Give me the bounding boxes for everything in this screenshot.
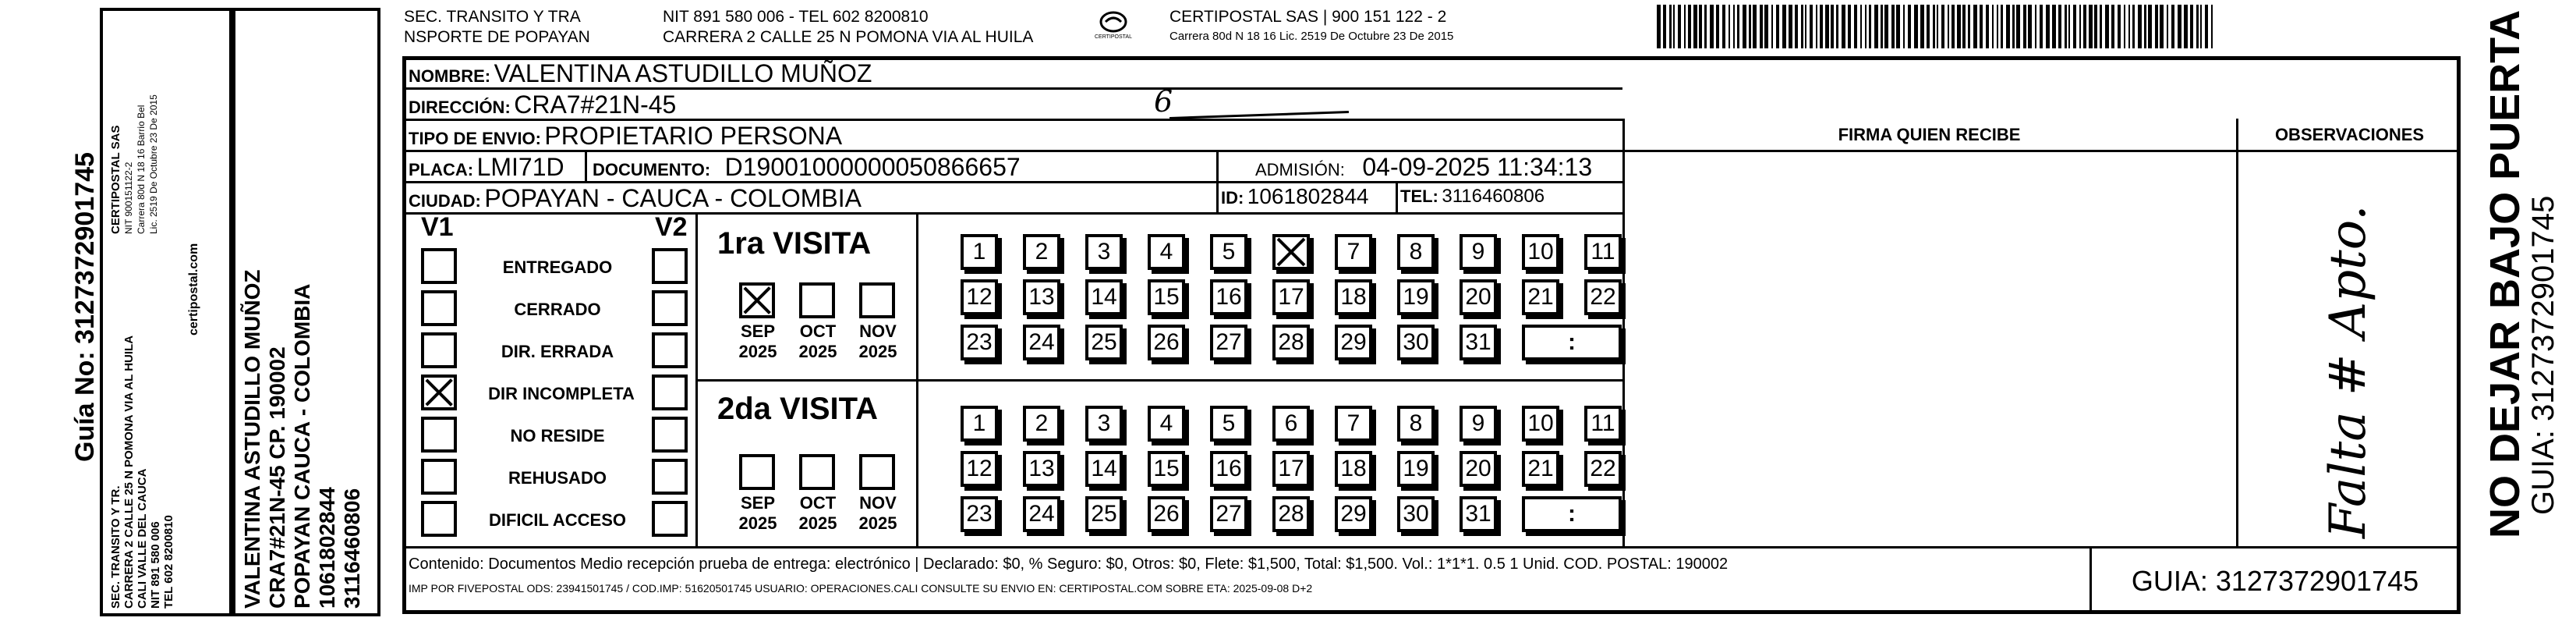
observaciones-label: OBSERVACIONES xyxy=(2274,125,2425,144)
barcode-bar xyxy=(2190,5,2193,48)
option-label: DIFICIL ACCESO xyxy=(488,510,626,530)
nombre-label: NOMBRE: xyxy=(409,66,491,86)
second-visit-day-6[interactable]: 6 xyxy=(1272,406,1310,442)
second-visit-day-12[interactable]: 12 xyxy=(961,451,998,487)
first-visit-day-8[interactable]: 8 xyxy=(1397,234,1435,270)
second-visit-day-28[interactable]: 28 xyxy=(1272,496,1310,532)
barcode-bar xyxy=(1903,5,1905,48)
barcode-bar xyxy=(1908,5,1911,48)
barcode-bar xyxy=(1678,5,1681,48)
recipient-line: 3116460806 xyxy=(340,488,364,609)
placa-value: LMI71D xyxy=(476,153,564,181)
second-visit-day-31[interactable]: 31 xyxy=(1460,496,1497,532)
second-visit-day-23[interactable]: 23 xyxy=(961,496,998,532)
admision-label: ADMISIÓN: xyxy=(1255,160,1345,179)
barcode-bar xyxy=(2058,5,2061,48)
barcode-bar xyxy=(1831,5,1834,48)
barcode-bar xyxy=(2100,5,2102,48)
first-visit-day-30[interactable]: 30 xyxy=(1397,325,1435,360)
barcode-bar xyxy=(1729,5,1730,48)
v2-checkbox-rehusado[interactable] xyxy=(652,459,688,495)
first-visit-day-13[interactable]: 13 xyxy=(1023,279,1060,315)
sender-line: NIT 891 580 006 xyxy=(149,521,162,609)
first-visit-day-26[interactable]: 26 xyxy=(1148,325,1185,360)
barcode-bar xyxy=(1962,5,1966,48)
barcode-bar xyxy=(2148,5,2152,48)
tipo-label: TIPO DE ENVIO: xyxy=(409,129,541,148)
barcode-bar xyxy=(1865,5,1867,48)
first-visit-day-17[interactable]: 17 xyxy=(1272,279,1310,315)
second-visit-day-25[interactable]: 25 xyxy=(1085,496,1123,532)
sender-line: TEL 602 8200810 xyxy=(162,515,175,609)
v2-checkbox-entregado[interactable] xyxy=(652,248,688,284)
barcode-bar xyxy=(2046,5,2050,48)
firma-label: FIRMA QUIEN RECIBE xyxy=(1838,125,2021,144)
no-dejar-title: NO DEJAR BAJO PUERTA xyxy=(2482,9,2528,538)
ciudad-row xyxy=(409,184,862,213)
second-visit-month-oct[interactable] xyxy=(799,454,835,490)
barcode-bar xyxy=(1657,5,1661,48)
barcode-bar xyxy=(2089,5,2093,48)
ciudad-value: POPAYAN - CAUCA - COLOMBIA xyxy=(484,184,862,212)
v2-checkbox-dir-incompleta[interactable] xyxy=(652,375,688,410)
header-license: Carrera 80d N 18 16 Lic. 2519 De Octubre 23 De 2015 xyxy=(1169,30,1454,43)
barcode xyxy=(1657,5,2218,48)
first-visit-day-3[interactable]: 3 xyxy=(1085,234,1123,270)
month-label: SEP 2025 xyxy=(738,493,777,533)
barcode-bar xyxy=(1884,5,1888,48)
footer-guia: GUIA: 3127372901745 xyxy=(2131,565,2419,597)
barcode-bar xyxy=(1820,5,1823,48)
first-visit-day-28[interactable]: 28 xyxy=(1272,325,1310,360)
barcode-bar xyxy=(1933,5,1935,48)
recipient-line: CRA7#21N-45 CP. 190002 xyxy=(265,346,289,609)
first-visit-day-21[interactable]: 21 xyxy=(1522,279,1559,315)
v2-checkbox-cerrado[interactable] xyxy=(652,290,688,326)
barcode-bar xyxy=(2205,5,2208,48)
barcode-bar xyxy=(2023,5,2026,48)
first-visit-day-24[interactable]: 24 xyxy=(1023,325,1060,360)
month-label: OCT 2025 xyxy=(798,493,837,533)
month-label: SEP 2025 xyxy=(738,321,777,361)
right-guia: GUIA: 3127372901745 xyxy=(2526,195,2560,515)
barcode-bar xyxy=(1891,5,1895,48)
second-visit-day-20[interactable]: 20 xyxy=(1460,451,1497,487)
barcode-bar xyxy=(1722,5,1725,48)
barcode-bar xyxy=(1968,5,1970,48)
company-line: Lic. 2519 De Octubre 23 De 2015 xyxy=(148,94,159,234)
placa-label: PLACA: xyxy=(409,160,474,179)
barcode-bar xyxy=(1881,5,1883,48)
option-label: DIR INCOMPLETA xyxy=(488,384,635,403)
second-visit-day-21[interactable]: 21 xyxy=(1522,451,1559,487)
barcode-bar xyxy=(2094,5,2097,48)
barcode-bar xyxy=(2118,5,2121,48)
first-visit-title: 1ra VISITA xyxy=(717,226,872,261)
certipostal-logo-icon xyxy=(1090,8,1137,45)
barcode-bar xyxy=(2171,5,2174,48)
option-label: NO RESIDE xyxy=(510,426,605,446)
second-visit-day-19[interactable]: 19 xyxy=(1397,451,1435,487)
v1-checkbox-entregado[interactable] xyxy=(421,248,457,284)
barcode-bar xyxy=(1699,5,1702,48)
first-visit-day-25[interactable]: 25 xyxy=(1085,325,1123,360)
barcode-bar xyxy=(2079,5,2081,48)
first-visit-day-27[interactable]: 27 xyxy=(1210,325,1247,360)
barcode-bar xyxy=(2200,5,2202,48)
logo-text: CERTIPOSTAL xyxy=(1095,34,1132,40)
first-visit-day-15[interactable]: 15 xyxy=(1148,279,1185,315)
barcode-bar xyxy=(1663,5,1666,48)
first-visit-day-10[interactable]: 10 xyxy=(1522,234,1559,270)
barcode-bar xyxy=(1737,5,1739,48)
month-label: NOV 2025 xyxy=(858,321,897,361)
barcode-bar xyxy=(2196,5,2199,48)
first-visit-day-19[interactable]: 19 xyxy=(1397,279,1435,315)
first-visit-day-29[interactable]: 29 xyxy=(1335,325,1372,360)
observation-handwritten: Falta # Apto. xyxy=(2319,204,2377,538)
barcode-bar xyxy=(1743,5,1746,48)
barcode-bar xyxy=(1997,5,1998,48)
company-line: CERTIPOSTAL SAS xyxy=(109,125,122,234)
barcode-bar xyxy=(1992,5,1994,48)
second-visit-day-24[interactable]: 24 xyxy=(1023,496,1060,532)
recipient-line: POPAYAN CAUCA - COLOMBIA xyxy=(290,283,314,609)
barcode-bar xyxy=(2178,5,2181,48)
barcode-bar xyxy=(1782,5,1786,48)
barcode-bar xyxy=(1973,5,1977,48)
barcode-bar xyxy=(1951,5,1955,48)
website-text: certipostal.com xyxy=(187,243,200,335)
first-visit-day-16[interactable]: 16 xyxy=(1210,279,1247,315)
documento-value: D19001000000050866657 xyxy=(724,153,1021,181)
v1-checkbox-cerrado[interactable] xyxy=(421,290,457,326)
first-visit-month-nov[interactable] xyxy=(859,282,895,318)
option-label: ENTREGADO xyxy=(502,257,613,277)
v2-checkbox-no-reside[interactable] xyxy=(652,417,688,453)
barcode-bar xyxy=(1816,5,1817,48)
barcode-bar xyxy=(1805,5,1806,48)
v1-checkbox-dificil-acceso[interactable] xyxy=(421,501,457,537)
second-visit-title: 2da VISITA xyxy=(717,392,878,426)
barcode-bar xyxy=(1980,5,1983,48)
second-visit-day-11[interactable]: 11 xyxy=(1584,406,1622,442)
barcode-bar xyxy=(2155,5,2158,48)
barcode-bar xyxy=(1673,5,1675,48)
first-visit-time-box[interactable]: : xyxy=(1522,325,1622,360)
direccion-label: DIRECCIÓN: xyxy=(409,98,511,117)
second-visit-day-15[interactable]: 15 xyxy=(1148,451,1185,487)
first-visit-day-14[interactable]: 14 xyxy=(1085,279,1123,315)
barcode-bar xyxy=(1733,5,1735,48)
first-visit-month-sep[interactable] xyxy=(739,282,775,318)
second-visit-day-14[interactable]: 14 xyxy=(1085,451,1123,487)
v1-checkbox-dir-errada[interactable] xyxy=(421,332,457,368)
ciudad-label: CIUDAD: xyxy=(409,191,481,211)
barcode-bar xyxy=(2016,5,2020,48)
barcode-bar xyxy=(2167,5,2168,48)
v1-label: V1 xyxy=(421,212,454,242)
barcode-bar xyxy=(1937,5,1938,48)
first-visit-day-9[interactable]: 9 xyxy=(1460,234,1497,270)
first-visit-day-22[interactable]: 22 xyxy=(1584,279,1622,315)
company-line: NIT 900151122-2 xyxy=(123,162,134,234)
second-visit-day-26[interactable]: 26 xyxy=(1148,496,1185,532)
first-visit-day-31[interactable]: 31 xyxy=(1460,325,1497,360)
guide-number-vertical: Guía No: 3127372901745 xyxy=(70,152,100,462)
barcode-bar xyxy=(2073,5,2076,48)
barcode-bar xyxy=(1710,5,1714,48)
barcode-bar xyxy=(2012,5,2015,48)
first-visit-day-12[interactable]: 12 xyxy=(961,279,998,315)
barcode-bar xyxy=(1669,5,1672,48)
first-visit-day-23[interactable]: 23 xyxy=(961,325,998,360)
header-sender-line: NSPORTE DE POPAYAN xyxy=(404,28,590,46)
second-visit-month-sep[interactable] xyxy=(739,454,775,490)
footer-content: Contenido: Documentos Medio recepción prueba de entrega: electrónico | Declarado: $0, % Seguro: $0, Otros: $0, Flete: $1,500, Total: $1,500. Vol.: 1*1*1. 0.5 1 Unid. COD. POSTAL: 190002 xyxy=(409,556,1729,573)
first-visit-day-7[interactable]: 7 xyxy=(1335,234,1372,270)
barcode-bar xyxy=(2128,5,2130,48)
first-visit-day-20[interactable]: 20 xyxy=(1460,279,1497,315)
month-label: OCT 2025 xyxy=(798,321,837,361)
month-label: NOV 2025 xyxy=(858,493,897,533)
barcode-bar xyxy=(2105,5,2109,48)
barcode-bar xyxy=(1896,5,1900,48)
recipient-line: 1061802844 xyxy=(315,487,339,609)
first-visit-day-5[interactable]: 5 xyxy=(1210,234,1247,270)
barcode-bar xyxy=(1948,5,1949,48)
tel-row xyxy=(1400,186,1545,208)
barcode-bar xyxy=(1941,5,1944,48)
tipo-value: PROPIETARIO PERSONA xyxy=(544,122,843,150)
v2-label: V2 xyxy=(655,212,688,242)
documento-row xyxy=(593,153,1021,182)
barcode-bar xyxy=(1716,5,1719,48)
option-label: DIR. ERRADA xyxy=(501,342,614,361)
barcode-bar xyxy=(2124,5,2125,48)
barcode-bar xyxy=(1764,5,1768,48)
barcode-bar xyxy=(2065,5,2067,48)
barcode-bar xyxy=(1771,5,1773,48)
second-visit-day-1[interactable]: 1 xyxy=(961,406,998,442)
header-sender-line: SEC. TRANSITO Y TRA xyxy=(404,8,581,26)
barcode-bar xyxy=(2160,5,2164,48)
admision-row xyxy=(1255,153,1592,182)
barcode-bar xyxy=(1776,5,1779,48)
barcode-bar xyxy=(2052,5,2056,48)
barcode-bar xyxy=(2083,5,2086,48)
barcode-bar xyxy=(1801,5,1803,48)
second-visit-day-4[interactable]: 4 xyxy=(1148,406,1185,442)
barcode-bar xyxy=(1986,5,1989,48)
placa-row xyxy=(409,153,564,182)
first-visit-month-oct[interactable] xyxy=(799,282,835,318)
barcode-bar xyxy=(2111,5,2114,48)
v1-checkbox-no-reside[interactable] xyxy=(421,417,457,453)
first-visit-day-11[interactable]: 11 xyxy=(1584,234,1622,270)
second-visit-day-27[interactable]: 27 xyxy=(1210,496,1247,532)
direccion-value: CRA7#21N-45 xyxy=(514,91,677,119)
barcode-bar xyxy=(1825,5,1829,48)
barcode-bar xyxy=(1874,5,1878,48)
tel-value: 3116460806 xyxy=(1442,186,1545,207)
first-visit-day-4[interactable]: 4 xyxy=(1148,234,1185,270)
second-visit-day-18[interactable]: 18 xyxy=(1335,451,1372,487)
second-visit-day-9[interactable]: 9 xyxy=(1460,406,1497,442)
barcode-bar xyxy=(2144,5,2146,48)
barcode-bar xyxy=(2001,5,2003,48)
barcode-bar xyxy=(1789,5,1792,48)
tipo-row xyxy=(409,122,842,151)
barcode-bar xyxy=(1869,5,1871,48)
header-address: CARRERA 2 CALLE 25 N POMONA VIA AL HUILA xyxy=(663,28,1034,46)
barcode-bar xyxy=(2068,5,2070,48)
barcode-bar xyxy=(1842,5,1845,48)
second-visit-day-8[interactable]: 8 xyxy=(1397,406,1435,442)
header-nit: NIT 891 580 006 - TEL 602 8200810 xyxy=(663,8,929,26)
option-label: CERRADO xyxy=(514,300,601,319)
second-visit-time-box[interactable]: : xyxy=(1522,496,1622,532)
direccion-row xyxy=(409,91,676,119)
header-company: CERTIPOSTAL SAS | 900 151 122 - 2 xyxy=(1169,8,1447,26)
id-row xyxy=(1221,184,1369,209)
barcode-bar xyxy=(1957,5,1961,48)
second-visit-day-3[interactable]: 3 xyxy=(1085,406,1123,442)
first-visit-day-1[interactable]: 1 xyxy=(961,234,998,270)
v1-checkbox-rehusado[interactable] xyxy=(421,459,457,495)
second-visit-day-22[interactable]: 22 xyxy=(1584,451,1622,487)
barcode-bar xyxy=(2184,5,2188,48)
second-visit-day-13[interactable]: 13 xyxy=(1023,451,1060,487)
second-visit-day-29[interactable]: 29 xyxy=(1335,496,1372,532)
barcode-bar xyxy=(2211,5,2213,48)
barcode-bar xyxy=(1688,5,1691,48)
second-visit-month-nov[interactable] xyxy=(859,454,895,490)
first-visit-day-6[interactable] xyxy=(1272,234,1310,270)
barcode-bar xyxy=(1860,5,1862,48)
second-visit-day-5[interactable]: 5 xyxy=(1210,406,1247,442)
company-line: Carrera 80d N 18 16 Barrio Bel xyxy=(136,105,147,234)
barcode-bar xyxy=(1854,5,1857,48)
barcode-bar xyxy=(1795,5,1798,48)
first-visit-day-18[interactable]: 18 xyxy=(1335,279,1372,315)
option-label: REHUSADO xyxy=(508,468,607,488)
id-value: 1061802844 xyxy=(1247,184,1369,208)
first-visit-day-2[interactable]: 2 xyxy=(1023,234,1060,270)
barcode-bar xyxy=(1760,5,1763,48)
barcode-bar xyxy=(1693,5,1697,48)
sender-line: SEC. TRANSITO Y TR. xyxy=(109,485,122,609)
second-visit-day-16[interactable]: 16 xyxy=(1210,451,1247,487)
barcode-bar xyxy=(2035,5,2036,48)
second-visit-day-7[interactable]: 7 xyxy=(1335,406,1372,442)
footer-imp: IMP POR FIVEPOSTAL ODS: 23941501745 / COD.IMP: 51620501745 USUARIO: OPERACIONES.CALI CONSULTE SU ENVIO EN: CERTIPOSTAL.COM SOBRE ETA: 2025-09-08 D+2 xyxy=(409,582,1313,595)
recipient-line: VALENTINA ASTUDILLO MUÑOZ xyxy=(240,269,264,609)
barcode-bar xyxy=(1684,5,1686,48)
barcode-bar xyxy=(1749,5,1751,48)
documento-label: DOCUMENTO: xyxy=(593,160,711,179)
sender-line: CALI VALLE DEL CAUCA xyxy=(136,468,149,609)
v2-checkbox-dir-errada[interactable] xyxy=(652,332,688,368)
barcode-bar xyxy=(1753,5,1757,48)
barcode-bar xyxy=(2138,5,2142,48)
barcode-bar xyxy=(1704,5,1707,48)
second-visit-day-17[interactable]: 17 xyxy=(1272,451,1310,487)
second-visit-day-30[interactable]: 30 xyxy=(1397,496,1435,532)
nombre-row xyxy=(409,59,872,88)
v2-checkbox-dificil-acceso[interactable] xyxy=(652,501,688,537)
barcode-bar xyxy=(2028,5,2032,48)
barcode-bar xyxy=(2132,5,2135,48)
sender-line: CARRERA 2 CALLE 25 N POMONA VIA AL HUILA xyxy=(122,335,136,609)
barcode-bar xyxy=(1927,5,1930,48)
barcode-bar xyxy=(1848,5,1851,48)
handwritten-six: 6 xyxy=(1154,84,1173,119)
admision-value: 04-09-2025 11:34:13 xyxy=(1362,153,1593,181)
id-label: ID: xyxy=(1221,188,1244,208)
barcode-bar xyxy=(1914,5,1918,48)
barcode-bar xyxy=(2040,5,2043,48)
barcode-bar xyxy=(1836,5,1838,48)
barcode-bar xyxy=(1810,5,1813,48)
nombre-value: VALENTINA ASTUDILLO MUÑOZ xyxy=(494,59,872,87)
barcode-bar xyxy=(2006,5,2010,48)
v1-checkbox-dir-incompleta[interactable] xyxy=(421,375,457,410)
barcode-bar xyxy=(1920,5,1924,48)
second-visit-day-2[interactable]: 2 xyxy=(1023,406,1060,442)
second-visit-day-10[interactable]: 10 xyxy=(1522,406,1559,442)
tel-label: TEL: xyxy=(1400,186,1438,206)
